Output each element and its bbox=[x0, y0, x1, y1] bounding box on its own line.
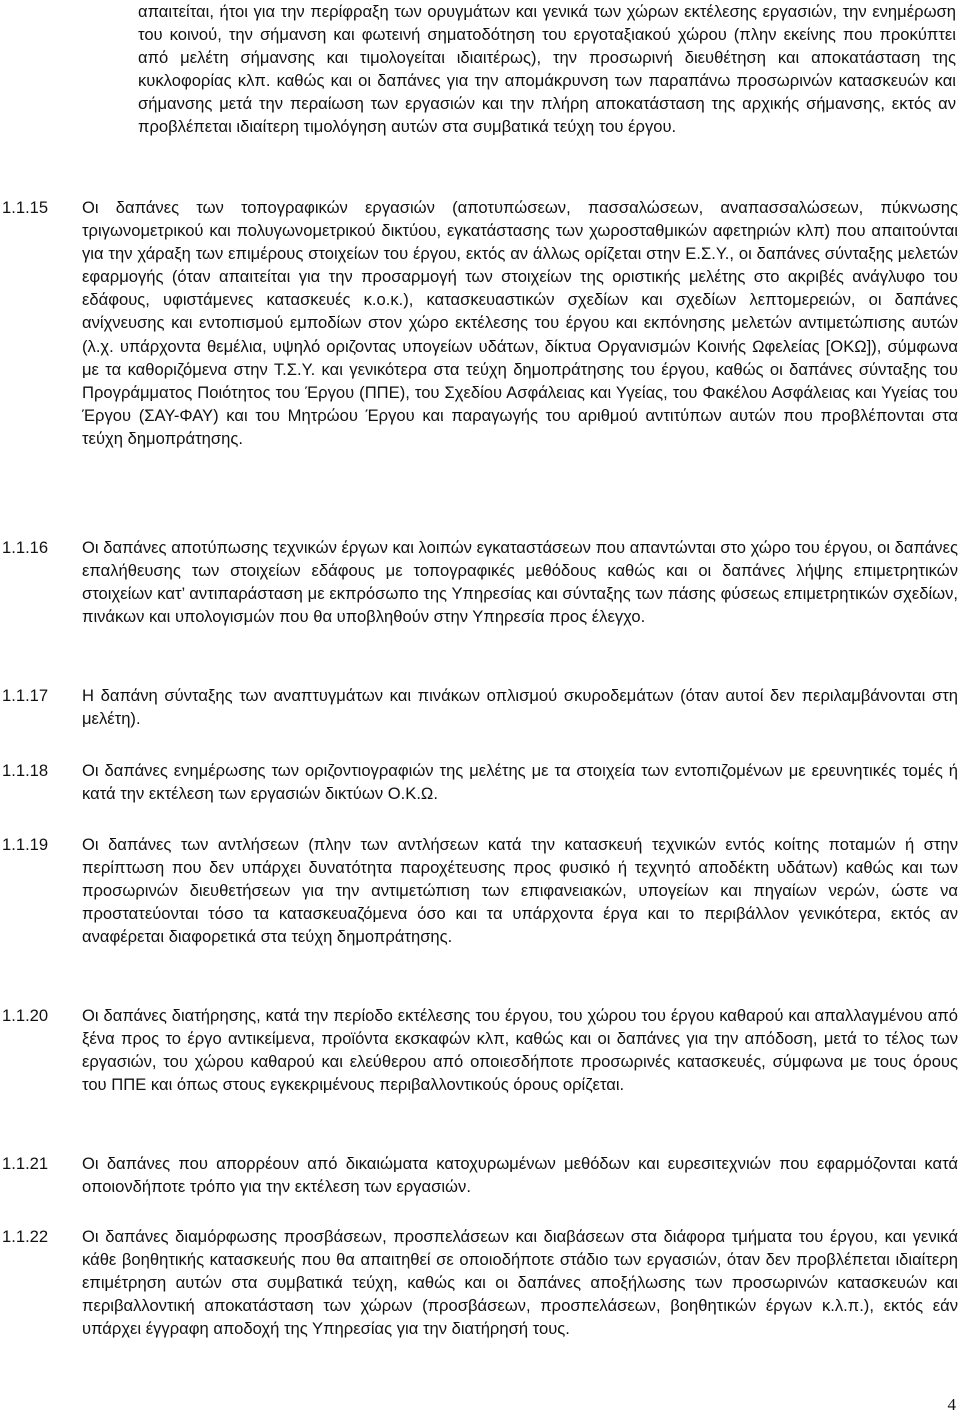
clause-1-1-17 bbox=[2, 684, 958, 730]
clause-number: 1.1.19 bbox=[2, 835, 49, 854]
clause-number: 1.1.15 bbox=[2, 198, 49, 217]
clause-text: Οι δαπάνες των αντλήσεων (πλην των αντλήσεων κατά την κατασκευή τεχνικών εντός κοίτης ποταμών ή στην περίπτωση που δεν υπάρχει δυνατότητα παροχέτευσης προς φυσικό ή τεχνητό αποδέκτη υδάτων) καθώς και των προσωρινών διευθετήσεων για την αντιμετώπιση των επιφανειακών, υπογείων και πηγαίων νερών, ώστε να προστατεύονται τόσο τα κατασκευαζόμενα όσο και τα υπάρχοντα έργα και το περιβάλλον γενικότερα, εκτός αν αναφέρεται διαφορετικά στα τεύχη δημοπράτησης. bbox=[82, 835, 958, 947]
clause-text: Οι δαπάνες που απορρέουν από δικαιώματα κατοχυρωμένων μεθόδων και ευρεσιτεχνιών που εφαρμόζονται κατά οποιονδήποτε τρόπο για την εκτέλεση των εργασιών. bbox=[82, 1154, 958, 1197]
clause-number: 1.1.18 bbox=[2, 761, 49, 780]
clause-number: 1.1.17 bbox=[2, 686, 49, 705]
clause-text: Η δαπάνη σύνταξης των αναπτυγμάτων και πινάκων οπλισμού σκυροδεμάτων (όταν αυτοί δεν περιλαμβάνονται στη μελέτη). bbox=[82, 686, 958, 729]
clause-text: Οι δαπάνες διαμόρφωσης προσβάσεων, προσπελάσεων και διαβάσεων στα διάφορα τμήματα του έργου, και γενικά κάθε βοηθητικής κατασκευής που θα απαιτηθεί σε οποιοδήποτε στάδιο των εργασιών, όταν δεν προβλέπεται ιδιαίτερη επιμέτρηση αυτών στα συμβατικά τεύχη, καθώς και οι δαπάνες αποξήλωσης των προσωρινών κατασκευών και περιβαλλοντική αποκατάσταση των χώρων (προσβάσεων, προσπελάσεων, βοηθητικών έργων κ.λ.π.), εκτός εάν υπάρχει έγγραφη αποδοχή της Υπηρεσίας για την διατήρησή τους. bbox=[82, 1227, 958, 1339]
clause-text: Οι δαπάνες των τοπογραφικών εργασιών (αποτυπώσεων, πασσαλώσεων, αναπασσαλώσεων, πύκνωσης τριγωνομετρικού και πολυγωνομετρικού δικτύου, εγκατάστασης των χωροσταθμικών αφετηριών κλπ) που απαιτούνται για την χάραξη των επιμέρους στοιχείων του έργου, εκτός αν άλλως ορίζεται στην Ε.Σ.Υ., οι δαπάνες σύνταξης μελετών εφαρμογής (όταν απαιτείται για την προσαρμογή των στοιχείων της οριστικής μελέτης στο ακριβές ανάγλυφο του εδάφους, υφιστάμενες κατασκευές κ.ο.κ.), κατασκευαστικών σχεδίων και σχεδίων λεπτομερειών, οι δαπάνες ανίχνευσης και εντοπισμού εμποδίων στον χώρο εκτέλεσης του έργου και εκπόνησης μελετών αντιμετώπισης αυτών (λ.χ. υπάρχοντα θεμέλια, υψηλό οριζοντας υπογείων υδάτων, δίκτυα Οργανισμών Κοινής Ωφελείας [ΟΚΩ]), σύμφωνα με τα καθοριζόμενα στην Τ.Σ.Υ. και γενικότερα στα τεύχη δημοπράτησης του έργου, καθώς οι δαπάνες σύνταξης του Προγράμματος Ποιότητος του Έργου (ΠΠΕ), του Σχεδίου Ασφάλειας και Υγείας, του Φακέλου Ασφάλειας και Υγείας του Έργου (ΣΑΥ-ΦΑΥ) και του Μητρώου Έργου και παραγωγής του αριθμού αντιτύπων αυτών που προβλέπονται στα τεύχη δημοπράτησης. bbox=[82, 198, 958, 448]
clause-text: Οι δαπάνες ενημέρωσης των οριζοντιογραφιών της μελέτης με τα στοιχεία των εντοπιζομένων με ερευνητικές τομές ή κατά την εκτέλεση των εργασιών δικτύων Ο.Κ.Ω. bbox=[82, 761, 958, 804]
continuation-paragraph: απαιτείται, ήτοι για την περίφραξη των ορυγμάτων και γενικά των χώρων εκτέλεσης εργασιών, την ενημέρωση του κοινού, την σήμανση και φωτεινή σηματοδότηση του εργοταξιακού χώρου (πλην εκείνης που προκύπτει από μελέτη σήμανσης και τιμολογείται ιδιαιτέρως), την προσωρινή διευθέτηση και αποκατάσταση της κυκλοφορίας κλπ. καθώς και οι δαπάνες για την απομάκρυνση των παραπάνω προσωρινών κατασκευών και σήμανσης μετά την περαίωση των εργασιών και την πλήρη αποκατάσταση της αρχικής σήμανσης, εκτός αν προβλέπεται ιδιαίτερη τιμολόγηση αυτών στα συμβατικά τεύχη του έργου. bbox=[138, 2, 956, 137]
clause-number: 1.1.22 bbox=[2, 1227, 49, 1246]
clause-text: Οι δαπάνες αποτύπωσης τεχνικών έργων και λοιπών εγκαταστάσεων που απαντώνται στο χώρο του έργου, οι δαπάνες επαλήθευσης των στοιχείων εδάφους με τοπογραφικές μεθόδους καθώς και οι δαπάνες λήψης επιμετρητικών στοιχείων κατ’ αντιπαράσταση με εκπρόσωπο της Υπηρεσίας και σύνταξης των πάσης φύσεως επιμετρητικών σχεδίων, πινάκων και υπολογισμών που θα υποβληθούν στην Υπηρεσία προς έλεγχο. bbox=[82, 538, 958, 627]
clause-1-1-21 bbox=[2, 1152, 958, 1198]
clause-number: 1.1.16 bbox=[2, 538, 49, 557]
clause-text: Οι δαπάνες διατήρησης, κατά την περίοδο εκτέλεσης του έργου, του χώρου του έργου καθαρού και απαλλαγμένου από ξένα προς το έργο αντικείμενα, προϊόντα εκσκαφών κλπ, καθώς και οι δαπάνες για την απόδοση, μετά το τέλος των εργασιών, του χώρου καθαρού και ελεύθερου από οποιεσδήποτε προσωρινές κατασκευές, σύμφωνα με τους όρους του ΠΠΕ και όπως στους εγκεκριμένους περιβαλλοντικούς όρους ορίζεται. bbox=[82, 1006, 958, 1095]
clause-1-1-19 bbox=[2, 833, 958, 948]
clause-number: 1.1.20 bbox=[2, 1006, 49, 1025]
clause-1-1-18 bbox=[2, 759, 958, 805]
clause-1-1-20 bbox=[2, 1004, 958, 1096]
clause-1-1-15 bbox=[2, 196, 958, 450]
page-number: 4 bbox=[947, 1395, 956, 1414]
clause-number: 1.1.21 bbox=[2, 1154, 49, 1173]
clause-1-1-16 bbox=[2, 536, 958, 628]
clause-1-1-22 bbox=[2, 1225, 958, 1340]
